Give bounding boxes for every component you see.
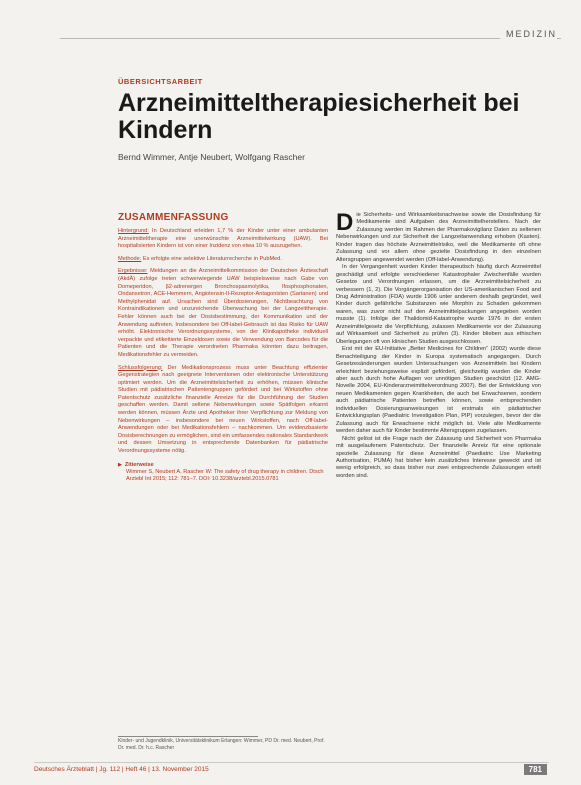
body-paragraph: Erst mit der EU-Initiative „Better Medicines for Children“ (2002) wurde diese Benachteiligung der Kinder in Europa systematisch angegangen. Durch Gesetzesänderungen wurden Untersuchungen von Arzneimitteln bei Kindern erleichtert beziehungsweise explizit gefördert, gleichzeitig wurden die Kinder aber auch durch hohe Auflagen vor unnötigen Studien geschützt (12. AMG-Novelle 2004, EU-Kinderarzneimittelverordnung 2007). Bei der Entwicklung von neuen Medikamenten gegen Krankheiten, die auch bei Erwachsenen, sondern auch pädiatrische Patienten betreffen können, sowie entsprechenden individuellen Dosierungsanweisungen ist erstmals ein pädiatrischer Entwicklungsplan (Paediatric Investigation Plan, PIP) vorzulegen, bevor der die Zulassung auch für Erwachsene nicht möglich ist. Viele alte Medikamente werden daher auch für Kinder bestimmte Altersgruppen zugelassen. <box>336 346 541 435</box>
summary-background <box>118 228 328 251</box>
article-kicker: ÜBERSICHTSARBEIT <box>118 77 203 86</box>
summary-results <box>118 268 328 359</box>
conclusion-label: Schlussfolgerung: <box>118 364 163 371</box>
summary-heading: ZUSAMMENFASSUNG <box>118 212 229 223</box>
summary-column <box>118 212 328 484</box>
footer-rule <box>34 762 549 763</box>
citation-label: ▶ Zitierweise <box>118 462 328 469</box>
footnote-rule <box>118 736 258 737</box>
results-label: Ergebnisse: <box>118 268 148 275</box>
drop-cap: D <box>336 209 354 236</box>
results-text: Meldungen an die Arzneimittelkommission der Deutschen Ärzteschaft (AkdÄ) zufolge treten schwerwiegende UAW beispielsweise nach Gabe von Domeperidon, β2-adrenergen Bronchospasmolytika, Ifosphosphonaten, Ondansetron, ACE-Hemmern, Angiotensin-II-Rezeptor-Antagonisten (Sartanen) und Methylphenidat auf. Ursachen sind Überdosierungen, Nichtbeachtung von Kontraindikationen und unzureichende Überwachung bei der Langzeittherapie. Fehler können auch bei der Dosisbestimmung, der Kommunikation und der Anwendung auftreten. Insbesondere bei Off-label-Gebrauch ist das Risiko für UAW erhöht. Elektronische Verordnungssysteme, von der Klinikapotheke individuell verpackte und etikettierte Einzeldosen sowie die Verwendung von Barcodes für die Patienten und die Therapie verordneten Pharmaka könnten dazu beitragen, Medikationsfehler zu vermeiden. <box>118 268 329 358</box>
body-paragraph: Nicht gelöst ist die Frage nach der Zulassung und Sicherheit von Pharmaka mit ausgelaufenem Patentschutz. Der finanzielle Anreiz für eine optionale spezielle Zulassung für diese Arzneimittel (Paediatric Use Marketing Authorisation, PUMA) hat bisher kein zusätzliches Interesse geweckt und ist wenig erfolgreich, so dass bisher nur zwei entsprechende Zulassungen erteilt worden sind. <box>336 435 541 479</box>
background-text: In Deutschland erleiden 1,7 % der Kinder unter einer ambulanten Arzneimitteltherapie eine unerwünschte Arzneimittelwirkung (UAW). Bei hospitalisierten Kindern ist von einer Inzidenz von etwa 10 % auszugehen. <box>118 228 328 250</box>
method-text: Es erfolgte eine selektive Literaturrecherche in PubMed. <box>142 255 282 262</box>
body-paragraph-text: ie Sicherheits- und Wirksamkeitsnachweise sowie die Dosisfindung für Medikamente sind Aufgaben des Arzneimittelherstellers. Nach der Zulassung werden im Rahmen der Pharmakovigilanz Daten zu seltenen Nebenwirkungen und zur Sicherheit der Langzeitanwendung erhoben (Kasten). Kinder tragen das höchste Arzneimittelrisiko, weil die Medikamente oft ohne Zulassung und vor allem ohne gezielte Dosisfindung in den einzelnen Altersgruppen angewendet werden (Off-label-Anwendung). <box>336 212 541 263</box>
article-authors: Bernd Wimmer, Antje Neubert, Wolfgang Rascher <box>118 152 305 162</box>
article-title: Arzneimitteltherapiesicherheit bei Kindern <box>118 89 520 144</box>
journal-footer: Deutsches Ärzteblatt | Jg. 112 | Heft 46 | 13. November 2015 <box>34 766 209 773</box>
rubric-rule <box>60 38 561 39</box>
background-label: Hintergrund: <box>118 228 149 234</box>
body-paragraph <box>336 209 541 264</box>
summary-conclusion <box>118 365 328 456</box>
citation-block <box>118 462 328 484</box>
summary-method <box>118 256 328 264</box>
author-affiliation-footnote: Kinder- und Jugendklinik, Universitätsklinikum Erlangen: Wimmer, PD Dr. med. Neubert, Prof. Dr. med. Dr. h.c. Rascher <box>118 738 325 751</box>
page-number: 781 <box>524 764 547 775</box>
section-rubric: MEDIZIN <box>500 29 557 39</box>
method-label: Methode: <box>118 255 142 262</box>
body-paragraph: In der Vergangenheit wurden Kinder therapeutisch häufig durch Arzneimittel geschädigt und erfolgte verschiedener Katastrophaler Zwischenfälle wurden Gesetze und Verordnungen erlassen, um die Arzneimittelsicherheit zu verbessern (1, 2). Die Vorgängerorganisation der US-amerikanischen Food and Drug Administration (FDA) wurde 1906 unter anderem deshalb gegründet, weil Kinder durch gefährliche Substanzen wie Morphin zu Schaden gekommen waren, was zuvor nicht auf den Arzneimittelpackungen angegeben worden musste (1). Infolge der Thalidomid-Katastrophe wurde 1976 in der ersten Arzneimittelgesetz die Verpflichtung, zulassen Medikamente vor der Zulassung auf Wirksamkeit und Sicherheit zu prüfen (3). Kinder blieben aus ethischen Überlegungen oft von klinischen Studien ausgeschlossen. <box>336 264 541 345</box>
body-column <box>336 209 541 480</box>
conclusion-text: Der Medikationsprozess muss unter Beachtung effizienter Gegenstrategien nach geeignete Interventionen oder elektronische Unterstützung optimiert werden. Um die Arzneimittelsicherheit zu erhöhen, müssen klinische Studien mit pädiatrischen Patientengruppen gefördert und bei Wirkstoffen ohne Patentschutz zusätzliche finanzielle Anreize für die Durchführung der Studien geschaffen werden. Damit seltene Nebenwirkungen sowie Spätfolgen erkannt werden können, müssen Ärzte und Apotheker ihrer Verpflichtung zur Meldung von Nebenwirkungen – insbesondere bei neuen Wirkstoffen, nach Off-label-Anwendungen oder bei Medikationsfehlern – nachkommen. Um evidenzbasierte Dosisberechnungen zu ermöglichen, sind ein umfassendes nationales Standardwerk und dessen Umsetzung in entsprechende Datenbanken für pädiatrische Verordnungssysteme nötig. <box>118 364 328 455</box>
citation-text: Wimmer S, Neubert A, Rascher W: The safety of drug therapy in children. Dtsch Arztebl Int 2015; 112: 781–7. DOI: 10.3238/arztebl.2015.0781 <box>126 469 324 483</box>
